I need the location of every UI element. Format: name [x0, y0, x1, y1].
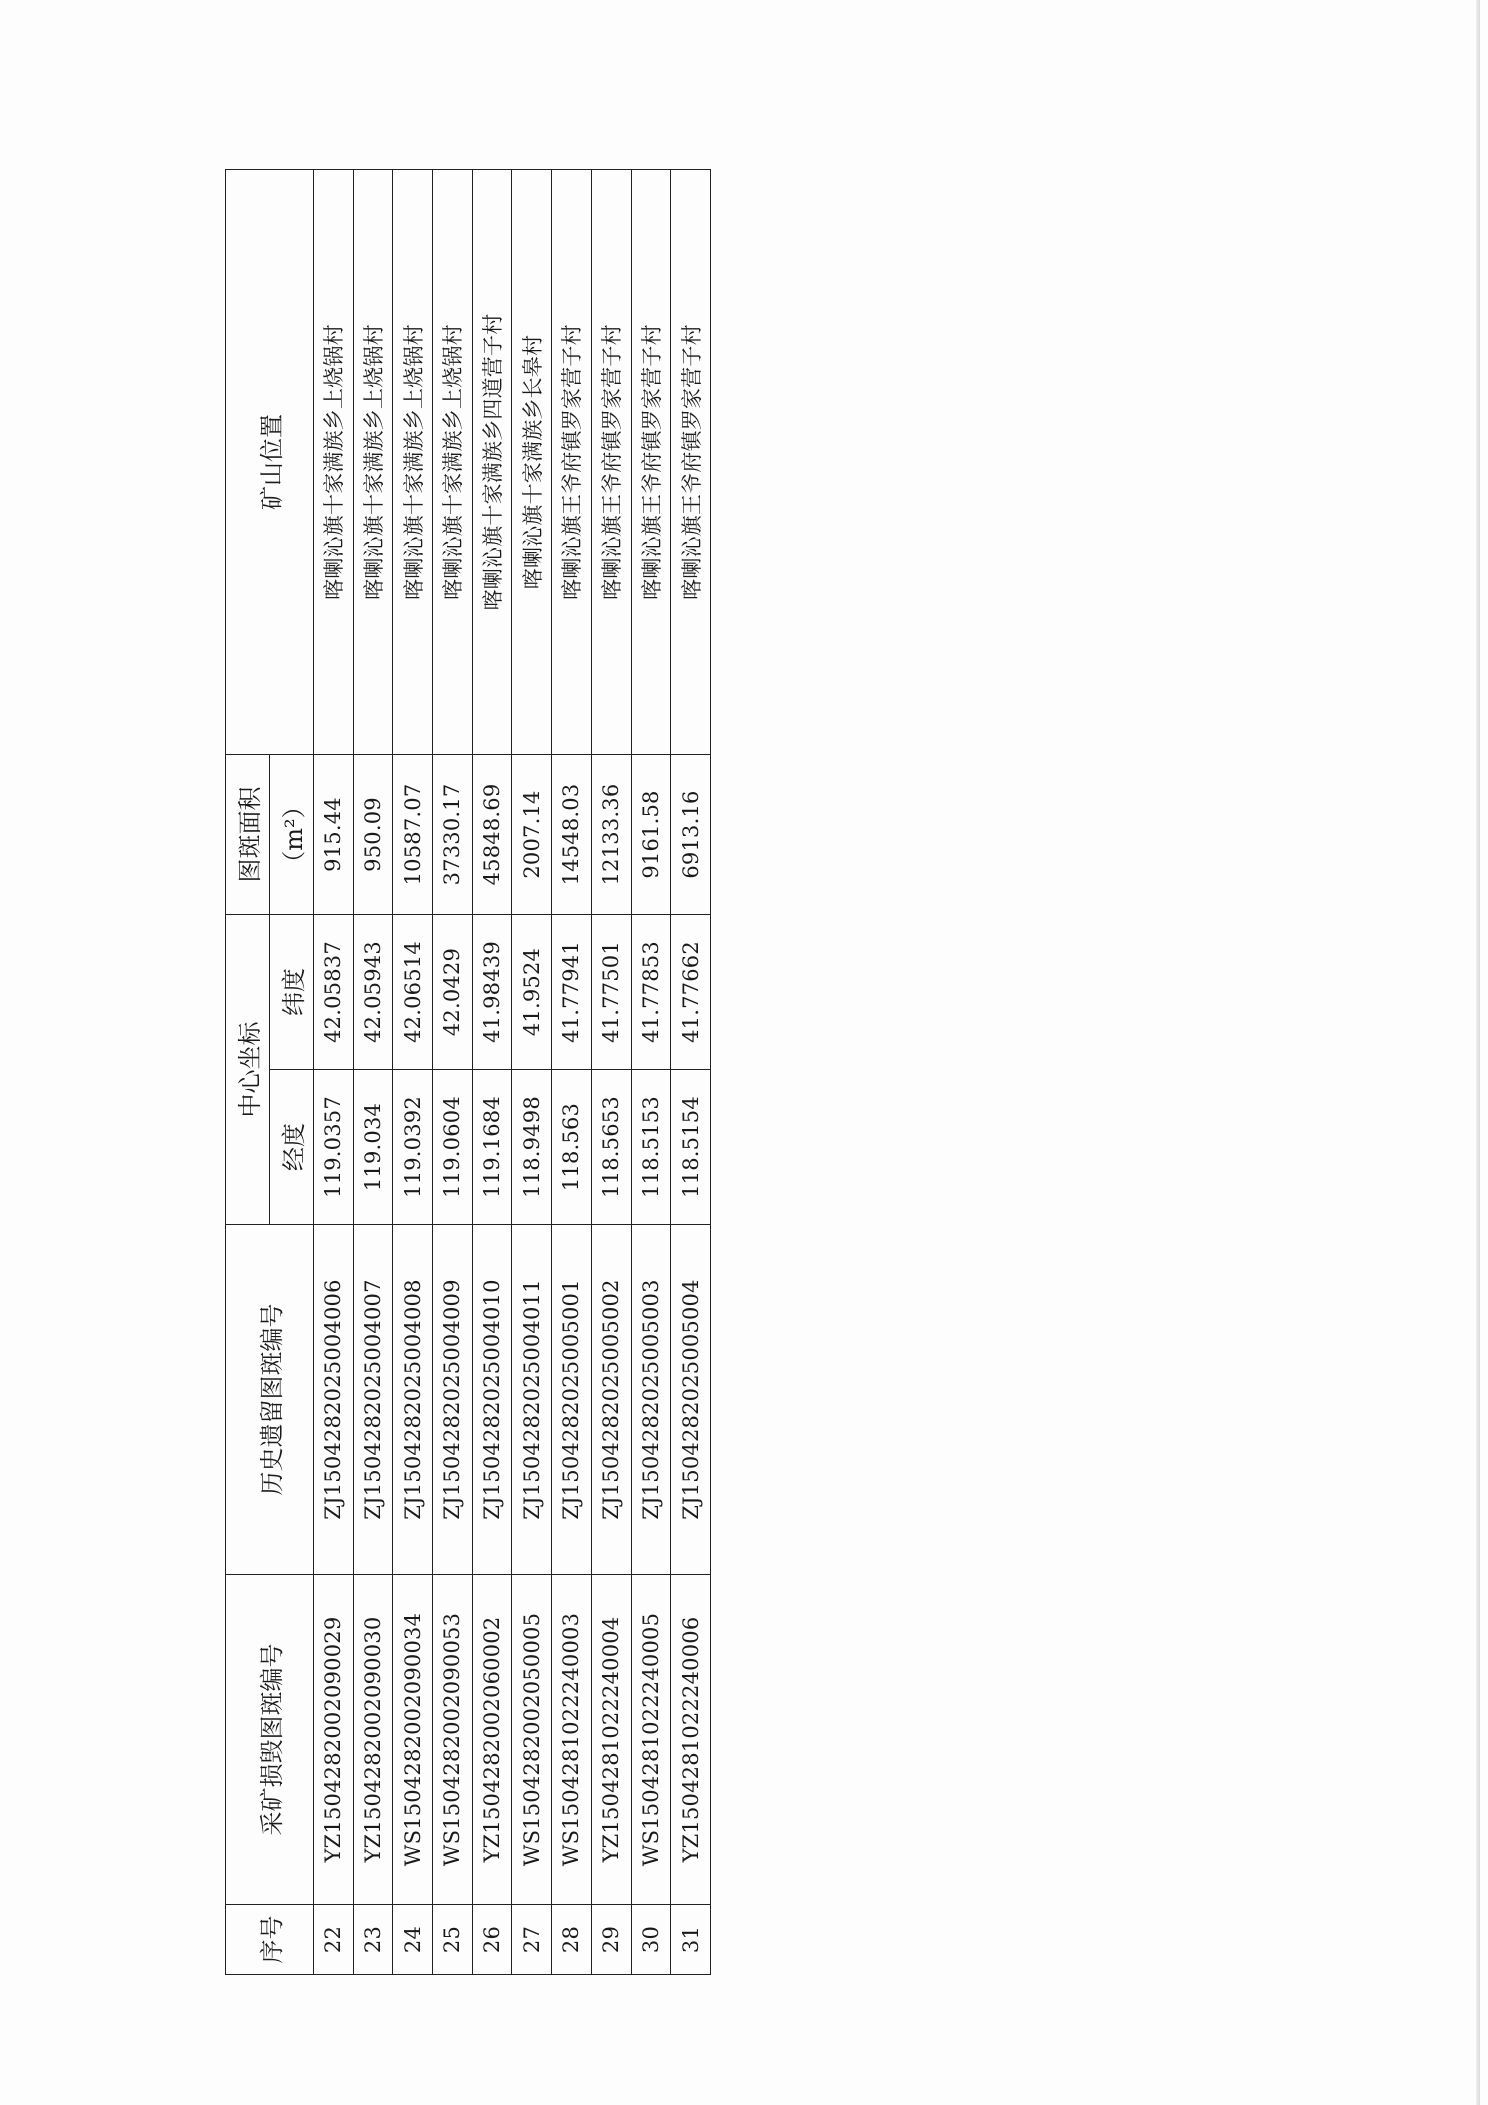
cell-history-id: ZJ1504282025004008: [393, 1225, 433, 1575]
table-row: [353, 170, 393, 1975]
table-row: [472, 170, 512, 1975]
cell-index: 23: [353, 1905, 393, 1975]
cell-history-id: ZJ1504282025004009: [433, 1225, 473, 1575]
cell-index: 26: [472, 1905, 512, 1975]
cell-damage-id: YZ1504282002060002: [472, 1575, 512, 1905]
cell-history-id: ZJ1504282025005004: [671, 1225, 711, 1575]
cell-index: 24: [393, 1905, 433, 1975]
header-area: 图斑面积: [226, 755, 270, 915]
cell-damage-id: WS1504281022240003: [552, 1575, 592, 1905]
cell-location: 喀喇沁旗王爷府镇罗家营子村: [552, 170, 592, 755]
cell-damage-id: WS1504282002090053: [433, 1575, 473, 1905]
cell-damage-id: YZ1504282002090030: [353, 1575, 393, 1905]
cell-history-id: ZJ1504282025004010: [472, 1225, 512, 1575]
page-edge-shadow: [1476, 0, 1480, 2105]
header-latitude: 纬度: [270, 915, 314, 1070]
cell-location: 喀喇沁旗王爷府镇罗家营子村: [591, 170, 631, 755]
cell-location: 喀喇沁旗王爷府镇罗家营子村: [671, 170, 711, 755]
cell-longitude: 118.9498: [512, 1070, 552, 1225]
table-row: [591, 170, 631, 1975]
header-location: 矿山位置: [226, 170, 314, 755]
table-row: [671, 170, 711, 1975]
cell-index: 28: [552, 1905, 592, 1975]
cell-latitude: 42.0429: [433, 915, 473, 1070]
cell-history-id: ZJ1504282025005002: [591, 1225, 631, 1575]
cell-area: 37330.17: [433, 755, 473, 915]
cell-history-id: ZJ1504282025004007: [353, 1225, 393, 1575]
cell-area: 45848.69: [472, 755, 512, 915]
table-row: [631, 170, 671, 1975]
cell-latitude: 41.9524: [512, 915, 552, 1070]
cell-index: 22: [314, 1905, 354, 1975]
cell-latitude: 41.77501: [591, 915, 631, 1070]
cell-history-id: ZJ1504282025005001: [552, 1225, 592, 1575]
cell-longitude: 118.5154: [671, 1070, 711, 1225]
cell-damage-id: YZ1504281022240004: [591, 1575, 631, 1905]
cell-location: 喀喇沁旗十家满族乡上烧锅村: [353, 170, 393, 755]
cell-area: 12133.36: [591, 755, 631, 915]
cell-longitude: 118.5153: [631, 1070, 671, 1225]
cell-index: 30: [631, 1905, 671, 1975]
table-row: [393, 170, 433, 1975]
cell-latitude: 42.05943: [353, 915, 393, 1070]
cell-latitude: 42.06514: [393, 915, 433, 1070]
cell-damage-id: YZ1504282002090029: [314, 1575, 354, 1905]
cell-longitude: 119.0392: [393, 1070, 433, 1225]
header-damage-id: 采矿损毁图斑编号: [226, 1575, 314, 1905]
cell-latitude: 41.77853: [631, 915, 671, 1070]
cell-history-id: ZJ1504282025004011: [512, 1225, 552, 1575]
cell-latitude: 41.77662: [671, 915, 711, 1070]
cell-history-id: ZJ1504282025005003: [631, 1225, 671, 1575]
cell-history-id: ZJ1504282025004006: [314, 1225, 354, 1575]
cell-longitude: 119.1684: [472, 1070, 512, 1225]
cell-damage-id: WS1504282002050005: [512, 1575, 552, 1905]
table-body: [314, 170, 711, 1975]
table-row: [433, 170, 473, 1975]
cell-longitude: 119.0604: [433, 1070, 473, 1225]
cell-damage-id: YZ1504281022240006: [671, 1575, 711, 1905]
cell-longitude: 118.5653: [591, 1070, 631, 1225]
cell-damage-id: WS1504281022240005: [631, 1575, 671, 1905]
cell-location: 喀喇沁旗十家满族乡长皋村: [512, 170, 552, 755]
cell-index: 27: [512, 1905, 552, 1975]
cell-latitude: 41.77941: [552, 915, 592, 1070]
cell-area: 950.09: [353, 755, 393, 915]
header-history-id: 历史遗留图斑编号: [226, 1225, 314, 1575]
table-row: [314, 170, 354, 1975]
cell-longitude: 119.034: [353, 1070, 393, 1225]
cell-area: 915.44: [314, 755, 354, 915]
cell-longitude: 119.0357: [314, 1070, 354, 1225]
cell-location: 喀喇沁旗十家满族乡上烧锅村: [314, 170, 354, 755]
cell-location: 喀喇沁旗十家满族乡四道营子村: [472, 170, 512, 755]
cell-index: 25: [433, 1905, 473, 1975]
cell-longitude: 118.563: [552, 1070, 592, 1225]
cell-index: 31: [671, 1905, 711, 1975]
cell-area: 2007.14: [512, 755, 552, 915]
cell-area: 14548.03: [552, 755, 592, 915]
cell-area: 10587.07: [393, 755, 433, 915]
header-index: 序号: [226, 1905, 314, 1975]
cell-location: 喀喇沁旗十家满族乡上烧锅村: [393, 170, 433, 755]
table-header-row: [226, 170, 270, 1975]
cell-index: 29: [591, 1905, 631, 1975]
cell-area: 9161.58: [631, 755, 671, 915]
table-row: [512, 170, 552, 1975]
mine-damage-table: [225, 169, 711, 1975]
cell-damage-id: WS1504282002090034: [393, 1575, 433, 1905]
cell-location: 喀喇沁旗十家满族乡上烧锅村: [433, 170, 473, 755]
cell-latitude: 42.05837: [314, 915, 354, 1070]
table-row: [552, 170, 592, 1975]
header-area-unit: （m²）: [270, 755, 314, 915]
cell-location: 喀喇沁旗王爷府镇罗家营子村: [631, 170, 671, 755]
cell-latitude: 41.98439: [472, 915, 512, 1070]
header-longitude: 经度: [270, 1070, 314, 1225]
cell-area: 6913.16: [671, 755, 711, 915]
header-center-coordinates: 中心坐标: [226, 915, 270, 1225]
rotated-table-wrapper: [225, 170, 710, 1975]
